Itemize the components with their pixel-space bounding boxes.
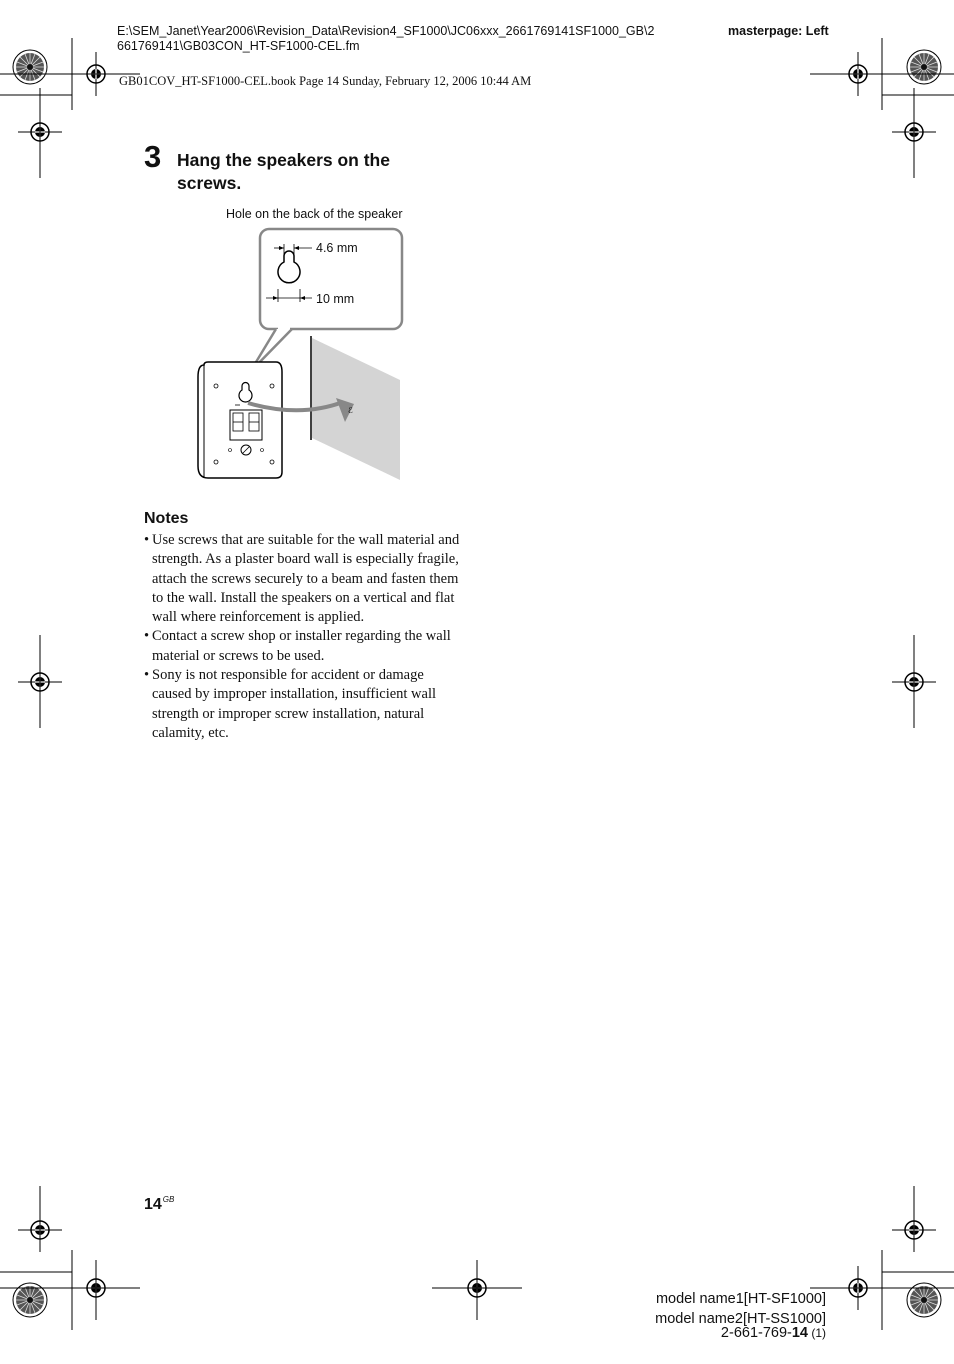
figure-caption: Hole on the back of the speaker [226,207,403,221]
note-item: • Contact a screw shop or installer regarding the wall material or screws to be used. [144,627,464,666]
note-item: • Use screws that are suitable for the wall material and strength. As a plaster board wall is especially fragile, attach the screws securely to a beam and fasten them to the wall. Install the speakers on a vertical and flat wall where reinforcement is applied. [144,531,464,627]
model-name-1: model name1[HT-SF1000] [655,1291,826,1307]
book-info-line: GB01COV_HT-SF1000-CEL.book Page 14 Sunday, February 12, 2006 10:44 AM [119,74,532,88]
code-prefix: 2-661-769- [720,1325,792,1341]
code-suffix: (1) [808,1326,826,1340]
page-number-suffix: GB [162,1195,175,1204]
file-path-line2: 661769141\GB03CON_HT-SF1000-CEL.fm [117,39,360,53]
step-number: 3 [144,139,162,174]
step-title: Hang the speakers on the screws. [177,150,390,193]
page-number-value: 14 [144,1196,162,1213]
model-name-2: model name2[HT-SS1000] [655,1311,826,1327]
page-number [144,1195,174,1214]
code-bold: 14 [791,1325,808,1341]
file-path-line1: E:\SEM_Janet\Year2006\Revision_Data\Revision4_SF1000\JC06xxx_2661769141SF1000_GB\2 [117,24,655,38]
notes-heading: Notes [144,510,189,527]
masterpage-label: masterpage: Left [728,24,829,38]
notes-list [144,531,464,743]
speaker-mounting-illustration [190,222,450,492]
dimension-height-label: 10 mm [316,292,355,306]
document-code [721,1324,826,1342]
note-item: • Sony is not responsible for accident or damage caused by improper installation, insufficient wall strength or improper screw installation, natural calamity, etc. [144,666,464,743]
dimension-width-label: 4.6 mm [316,241,358,255]
svg-text:ℰ: ℰ [348,406,353,415]
